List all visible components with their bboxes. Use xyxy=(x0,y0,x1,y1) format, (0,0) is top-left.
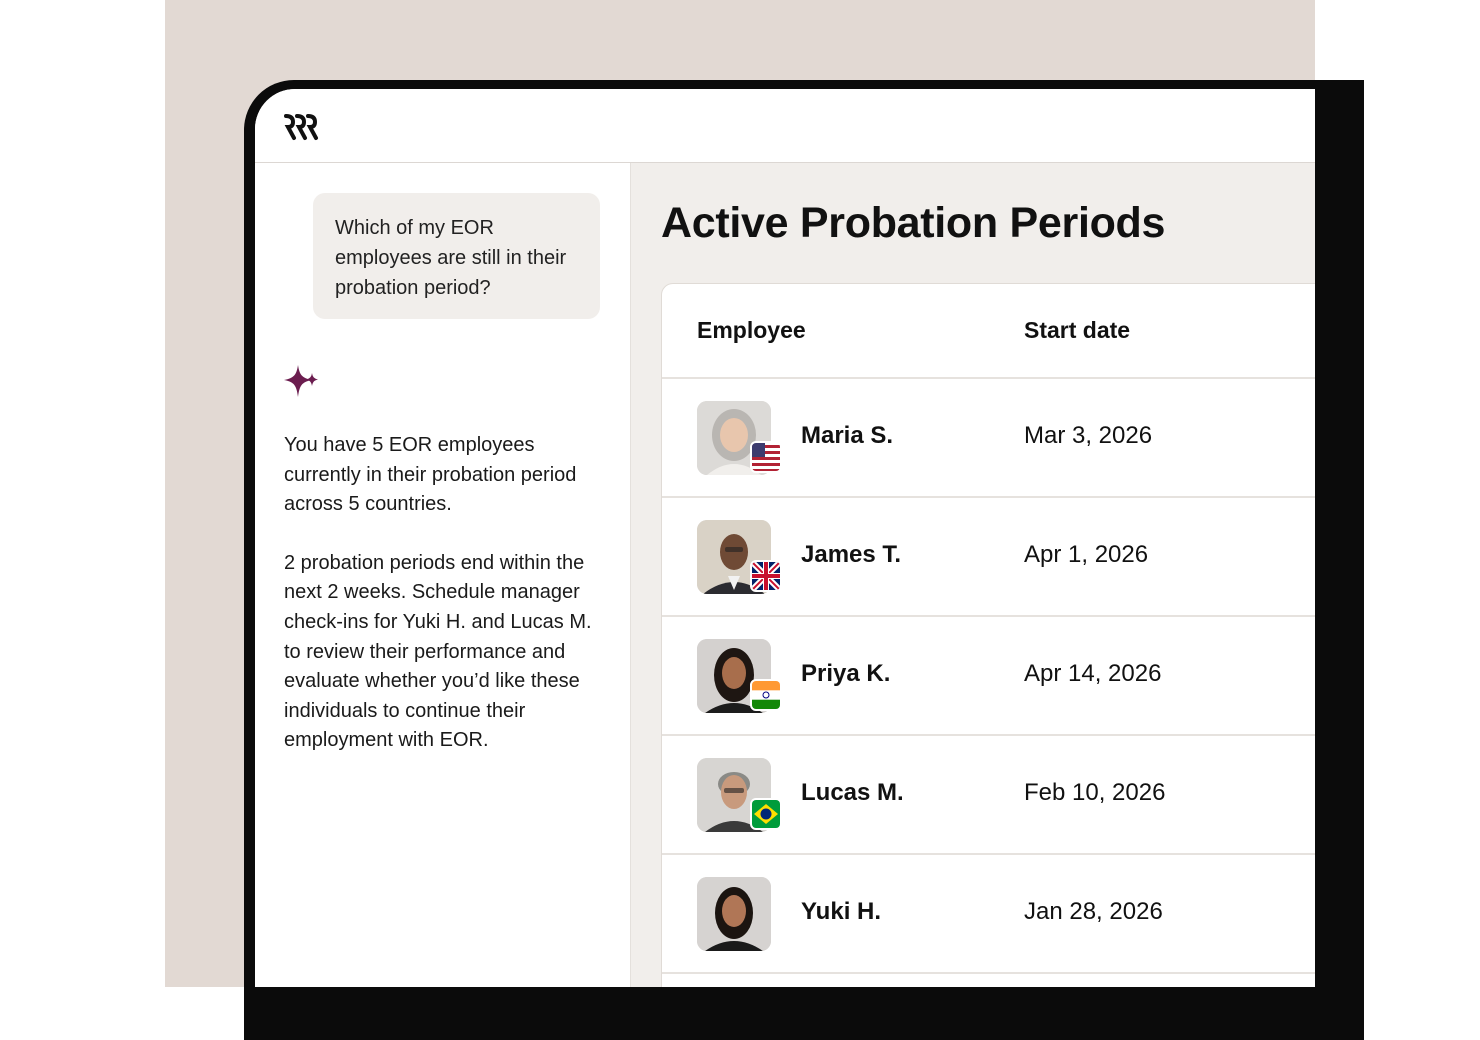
uk-flag-icon xyxy=(750,560,782,592)
app-logo[interactable] xyxy=(283,111,323,143)
start-date: Feb 10, 2026 xyxy=(1024,779,1166,806)
table-row[interactable] xyxy=(662,855,1315,974)
employee-name: Lucas M. xyxy=(801,779,904,806)
start-date: Jan 28, 2026 xyxy=(1024,898,1163,925)
start-date: Apr 14, 2026 xyxy=(1024,660,1162,687)
employee-name: Yuki H. xyxy=(801,898,882,925)
top-bar xyxy=(255,89,1315,163)
start-date: Mar 3, 2026 xyxy=(1024,422,1153,449)
employee-name: Priya K. xyxy=(801,660,891,687)
assistant-answer xyxy=(284,431,609,785)
employee-name: James T. xyxy=(801,541,902,568)
column-header-start-date[interactable]: Start date xyxy=(1024,317,1131,343)
ai-sparkle-icon xyxy=(283,363,321,401)
page-title: Active Probation Periods xyxy=(661,199,1166,247)
assistant-paragraph: You have 5 EOR employees currently in their probation period across 5 countries. xyxy=(284,434,577,516)
table-row[interactable] xyxy=(662,617,1315,736)
table-row[interactable] xyxy=(662,736,1315,855)
employee-name: Maria S. xyxy=(801,422,894,449)
table-header xyxy=(662,284,1315,379)
start-date: Apr 1, 2026 xyxy=(1024,541,1149,568)
chat-panel xyxy=(255,163,631,987)
assistant-paragraph: 2 probation periods end within the next 2 weeks. Schedule manager check-ins for Yuki H. and Lucas M. to review their performance and evaluate whether you’d like these individuals to continue their employment with EOR. xyxy=(284,551,592,752)
us-flag-icon xyxy=(750,441,782,473)
user-message-bubble: Which of my EOR employees are still in their probation period? xyxy=(313,193,600,319)
brazil-flag-icon xyxy=(750,798,782,830)
column-header-employee[interactable]: Employee xyxy=(697,317,806,343)
avatar xyxy=(697,877,771,951)
table-row[interactable] xyxy=(662,498,1315,617)
results-panel xyxy=(631,163,1315,987)
table-row[interactable] xyxy=(662,379,1315,498)
probation-table xyxy=(661,283,1315,987)
india-flag-icon xyxy=(750,679,782,711)
app-screen xyxy=(255,89,1315,987)
